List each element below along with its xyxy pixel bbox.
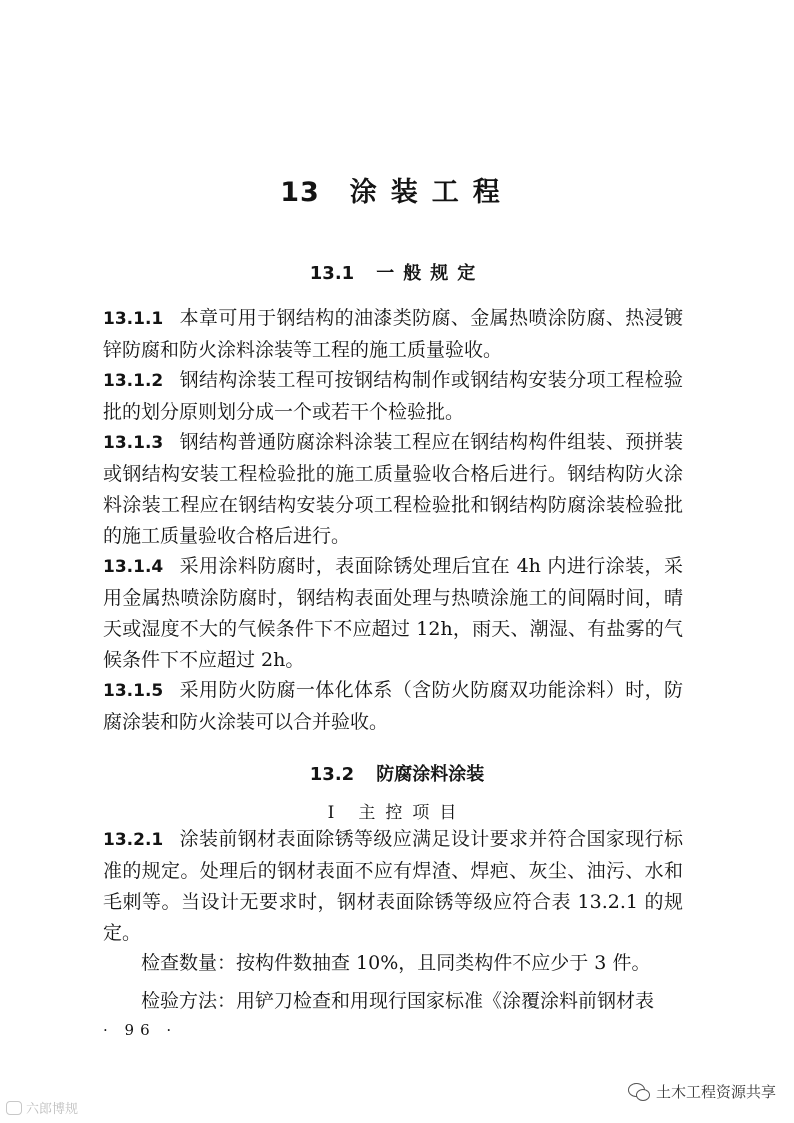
clause-number: 13.1.1 bbox=[103, 309, 164, 329]
section-title-13-1 bbox=[0, 259, 794, 285]
section-title-13-2 bbox=[0, 760, 794, 786]
clause-number: 13.2.1 bbox=[103, 830, 164, 850]
watermark-logo-icon bbox=[6, 1101, 22, 1115]
chapter-title bbox=[0, 170, 794, 209]
clause-text: 采用涂料防腐时，表面除锈处理后宜在 4h 内进行涂装，采用金属热喷涂防腐时，钢结构表面处理与热喷涂施工的间隔时间，晴天或湿度不大的气候条件下不应超过 12h，雨天、潮湿、有盐雾的气候条件下不应超过 2h。 bbox=[103, 555, 683, 671]
clause-number: 13.1.3 bbox=[103, 433, 164, 453]
check-quantity: 检查数量：按构件数抽查 10%，且同类构件不应少于 3 件。 bbox=[141, 952, 651, 974]
wechat-account-name: 土木工程资源共享 bbox=[655, 1083, 776, 1101]
clause-13-1-1 bbox=[103, 303, 683, 366]
section-number: 13.2 bbox=[309, 764, 355, 785]
clause-text: 钢结构普通防腐涂料涂装工程应在钢结构构件组装、预拼装或钢结构安装工程检验批的施工质量验收合格后进行。钢结构防火涂料涂装工程应在钢结构安装分项工程检验批和钢结构防腐涂装检验批的施工质量验收合格后进行。 bbox=[103, 431, 683, 547]
clause-number: 13.1.5 bbox=[103, 681, 164, 701]
clause-text: 钢结构涂装工程可按钢结构制作或钢结构安装分项工程检验批的划分原则划分成一个或若干个检验批。 bbox=[103, 369, 683, 423]
subsection-title-text: 主控项目 bbox=[358, 803, 467, 823]
subsection-title bbox=[0, 798, 794, 823]
section-title-text: 防腐涂料涂装 bbox=[376, 764, 485, 785]
clause-text: 采用防火防腐一体化体系（含防火防腐双功能涂料）时，防腐涂装和防火涂装可以合并验收。 bbox=[103, 679, 683, 733]
clause-13-1-5 bbox=[103, 675, 683, 738]
watermark-text: 六郎博规 bbox=[26, 1102, 79, 1117]
clause-13-1-3 bbox=[103, 427, 683, 552]
section-number: 13.1 bbox=[309, 263, 355, 284]
clause-text: 本章可用于钢结构的油漆类防腐、金属热喷涂防腐、热浸镀锌防腐和防火涂料涂装等工程的施工质量验收。 bbox=[103, 307, 683, 361]
clause-13-1-2 bbox=[103, 365, 683, 428]
subsection-number: Ⅰ bbox=[327, 803, 345, 823]
section-title-text: 一般规定 bbox=[376, 263, 485, 284]
check-method: 检验方法：用铲刀检查和用现行国家标准《涂覆涂料前钢材表 bbox=[141, 990, 655, 1012]
chapter-number: 13 bbox=[280, 177, 320, 208]
clause-text: 涂装前钢材表面除锈等级应满足设计要求并符合国家现行标准的规定。处理后的钢材表面不应有焊渣、焊疤、灰尘、油污、水和毛刺等。当设计无要求时，钢材表面除锈等级应符合表 13.2.1 的规定。 bbox=[103, 828, 683, 944]
clause-13-2-1 bbox=[103, 824, 683, 949]
wechat-icon bbox=[628, 1083, 650, 1101]
clause-number: 13.1.2 bbox=[103, 371, 164, 391]
clause-13-1-4 bbox=[103, 551, 683, 676]
watermark bbox=[6, 1098, 78, 1117]
chapter-title-text: 涂装工程 bbox=[349, 177, 514, 208]
wechat-account-label bbox=[628, 1081, 776, 1102]
clause-number: 13.1.4 bbox=[103, 557, 164, 577]
page-number: · 96 · bbox=[103, 1021, 178, 1039]
